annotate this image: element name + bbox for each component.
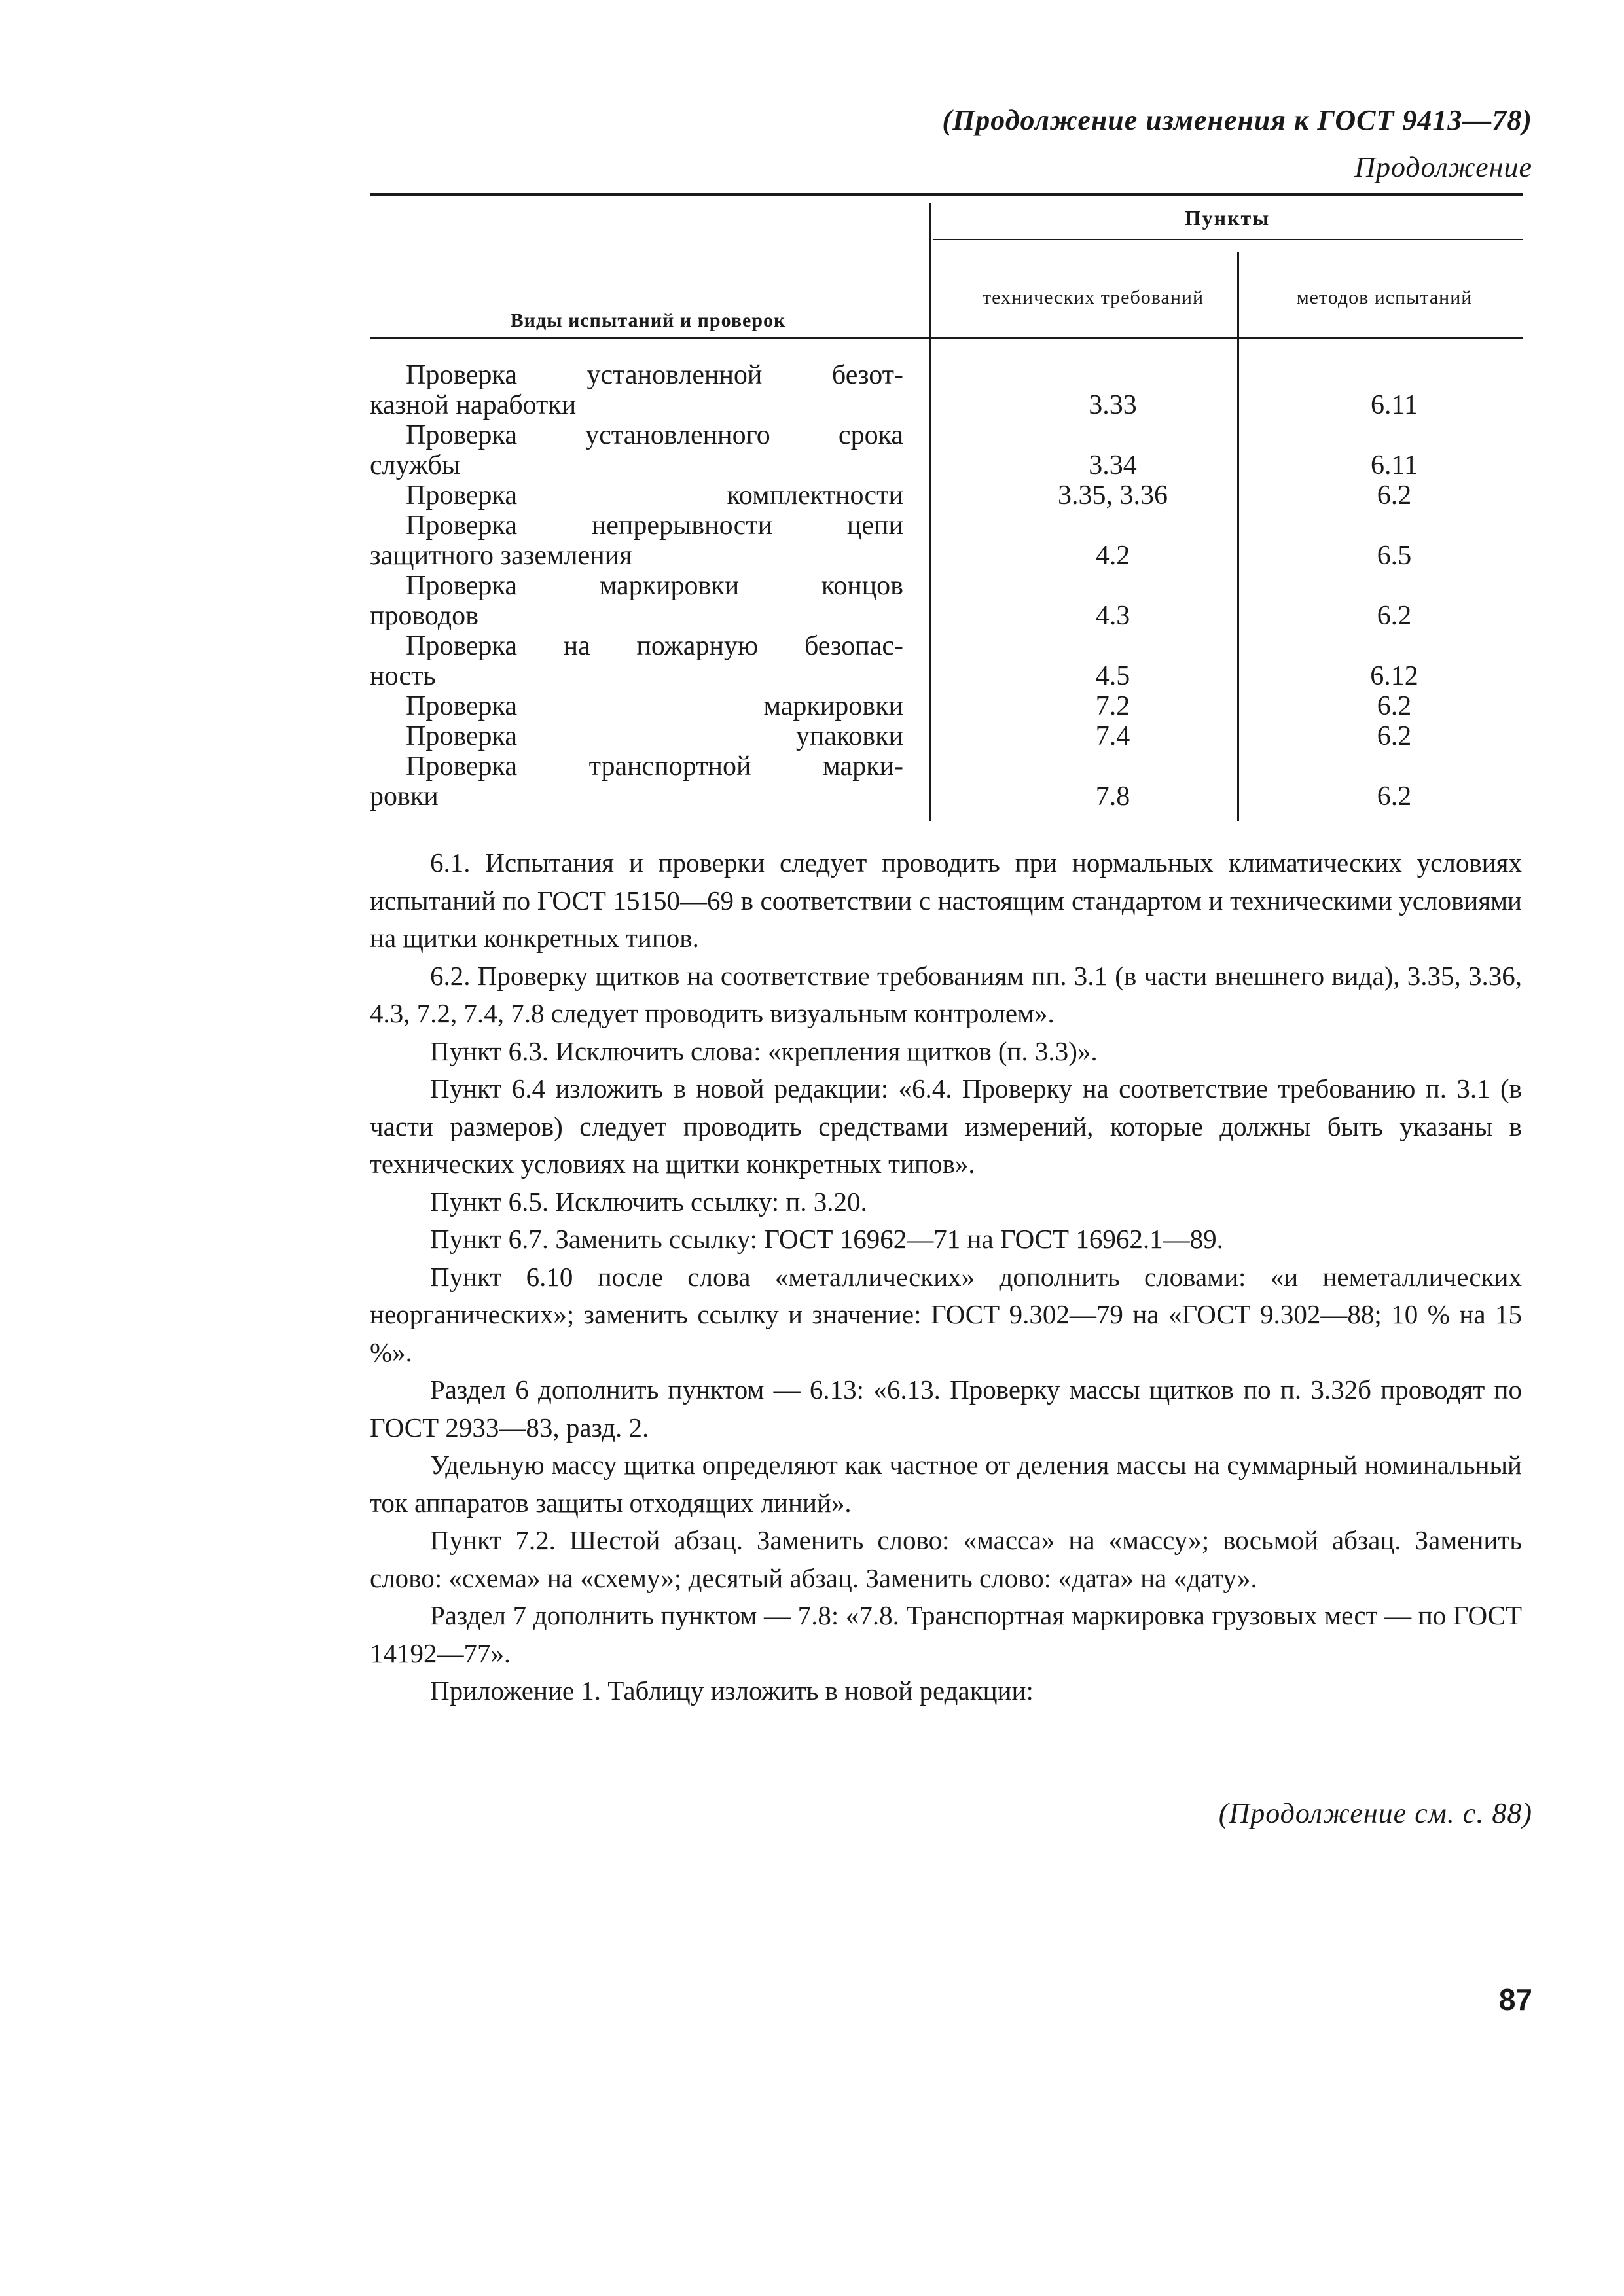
paragraph: 6.1. Испытания и проверки следует проводить при нормальных климатических условиях испытаний по ГОСТ 15150—69 в соответствии с настоящим стандартом и техническими условиями на щитки конкретных типов. [370, 848, 1522, 953]
test-type-text-continued: ровки [370, 781, 439, 812]
tech-requirement-point: 7.4 [1095, 721, 1130, 751]
test-type-text: Проверка маркировки [406, 691, 903, 721]
test-type-cell [370, 480, 903, 511]
tech-requirement-point: 3.34 [1089, 450, 1137, 480]
col-header-test-types: Виды испытаний и проверок [510, 310, 786, 331]
test-type-cell [370, 631, 903, 691]
table-row [370, 721, 1523, 751]
table-row [370, 511, 1523, 571]
tech-requirement-point: 7.2 [1095, 691, 1130, 721]
test-type-text: Проверка транспортной марки- [406, 751, 903, 781]
table-row [370, 631, 1523, 691]
continuation-header: (Продолжение изменения к ГОСТ 9413—78) [942, 104, 1532, 136]
table-row [370, 571, 1523, 631]
test-method-point: 6.2 [1377, 480, 1412, 511]
test-type-text: Проверка установленного срока [406, 420, 903, 450]
col-header-points: Пункты [1184, 206, 1271, 230]
col-header-tech-requirements: технических требований [982, 287, 1204, 308]
paragraph: Приложение 1. Таблицу изложить в новой редакции: [430, 1676, 1034, 1706]
test-type-cell [370, 420, 903, 480]
test-method-point: 6.2 [1377, 721, 1412, 751]
paragraph: Пункт 6.4 изложить в новой редакции: «6.4. Проверку на соответствие требованию п. 3.1 (в части размеров) следует проводить средствами измерений, которые должны быть указаны в технических условиях на щитки конкретных типов». [370, 1073, 1522, 1179]
paragraph: Удельную массу щитка определяют как частное от деления массы на суммарный номинальный ток аппаратов защиты отходящих линий». [370, 1450, 1522, 1518]
test-type-cell [370, 691, 903, 721]
test-method-point: 6.2 [1377, 691, 1412, 721]
table-row [370, 360, 1523, 420]
col-header-test-methods: методов испытаний [1296, 287, 1473, 308]
test-type-cell [370, 721, 903, 751]
table-row [370, 751, 1523, 812]
tech-requirement-point: 7.8 [1095, 781, 1130, 812]
table-row [370, 691, 1523, 721]
paragraph: Пункт 6.3. Исключить слова: «крепления щитков (п. 3.3)». [430, 1035, 1098, 1066]
paragraph: Раздел 7 дополнить пунктом — 7.8: «7.8. Транспортная маркировка грузовых мест — по ГОСТ 14192—77». [370, 1600, 1522, 1668]
test-method-point: 6.5 [1377, 541, 1412, 571]
amendment-text [370, 844, 1522, 1710]
test-type-cell [370, 360, 903, 420]
test-points-table [370, 193, 1523, 821]
test-method-point: 6.11 [1371, 450, 1418, 480]
tech-requirement-point: 4.3 [1095, 601, 1130, 631]
test-type-text-continued: защитного заземления [370, 541, 632, 571]
test-type-text: Проверка упаковки [406, 721, 903, 751]
table-row [370, 480, 1523, 511]
tech-requirement-point: 4.2 [1095, 541, 1130, 571]
paragraph: Раздел 6 дополнить пунктом — 6.13: «6.13. Проверку массы щитков по п. 3.32б проводят по ГОСТ 2933—83, разд. 2. [370, 1374, 1522, 1443]
paragraph: Пункт 6.5. Исключить ссылку: п. 3.20. [430, 1186, 867, 1217]
test-method-point: 6.2 [1377, 781, 1412, 812]
test-method-point: 6.11 [1371, 390, 1418, 420]
test-type-cell [370, 571, 903, 631]
table-body [370, 360, 1523, 812]
continuation-subtitle: Продолжение [1354, 151, 1532, 183]
test-type-text-continued: проводов [370, 601, 479, 631]
test-type-text: Проверка комплектности [406, 480, 903, 511]
test-type-text: Проверка установленной безот- [406, 360, 903, 390]
tech-requirement-point: 3.33 [1089, 390, 1137, 420]
paragraph: Пункт 6.7. Заменить ссылку: ГОСТ 16962—71 на ГОСТ 16962.1—89. [430, 1224, 1223, 1254]
table-group-rule [933, 239, 1523, 240]
test-type-cell [370, 751, 903, 812]
test-type-text-continued: ность [370, 661, 436, 691]
continuation-footer: (Продолжение см. с. 88) [1218, 1797, 1532, 1829]
test-type-text: Проверка на пожарную безопас- [406, 631, 903, 661]
page-number: 87 [1498, 1982, 1532, 2017]
test-method-point: 6.12 [1370, 661, 1418, 691]
paragraph: Пункт 6.10 после слова «металлических» дополнить словами: «и неметаллических неорганических»; заменить ссылку и значение: ГОСТ 9.302—79 на «ГОСТ 9.302—88; 10 % на 15 %». [370, 1261, 1522, 1367]
test-type-text-continued: службы [370, 450, 461, 480]
paragraph: 6.2. Проверку щитков на соответствие требованиям пп. 3.1 (в части внешнего вида), 3.35, 3.36, 4.3, 7.2, 7.4, 7.8 следует проводить визуальным контролем». [370, 960, 1522, 1028]
table-top-rule [370, 193, 1523, 196]
test-type-text-continued: казной наработки [370, 390, 577, 420]
test-type-text: Проверка маркировки концов [406, 571, 903, 601]
paragraph: Пункт 7.2. Шестой абзац. Заменить слово: «масса» на «массу»; восьмой абзац. Заменить слово: «схема» на «схему»; десятый абзац. Заменить слово: «дата» на «дату». [370, 1525, 1522, 1593]
test-type-text: Проверка непрерывности цепи [406, 511, 903, 541]
test-type-cell [370, 511, 903, 571]
table-row [370, 420, 1523, 480]
tech-requirement-point: 3.35, 3.36 [1058, 480, 1168, 511]
test-method-point: 6.2 [1377, 601, 1412, 631]
tech-requirement-point: 4.5 [1095, 661, 1130, 691]
